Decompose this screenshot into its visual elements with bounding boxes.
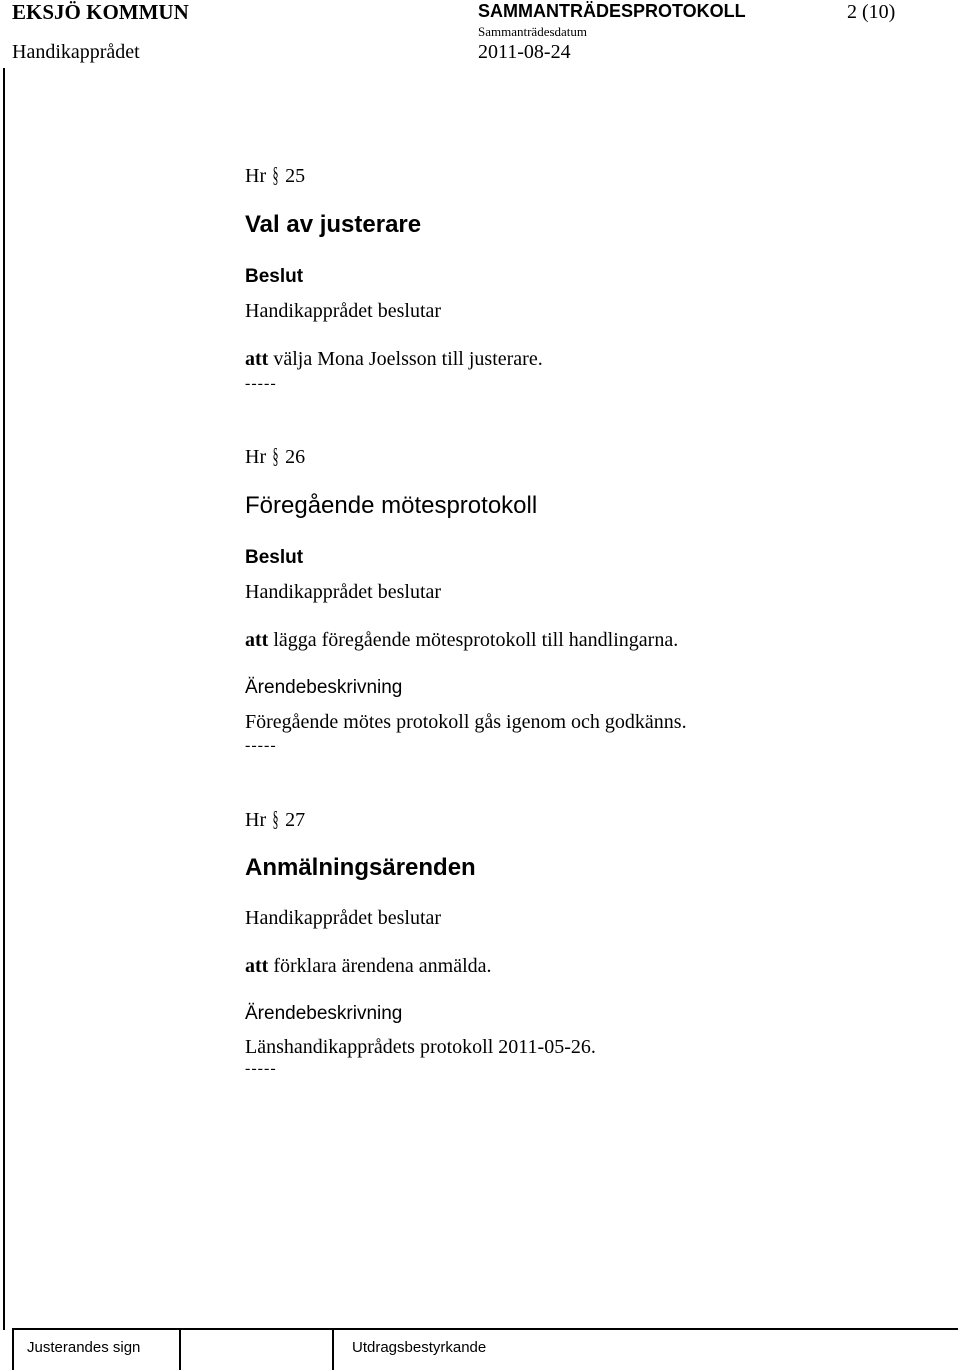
description-text: Länshandikapprådets protokoll 2011-05-26. bbox=[245, 1036, 596, 1058]
organization-name: EKSJÖ KOMMUN bbox=[12, 0, 189, 24]
decision-label: Beslut bbox=[245, 266, 304, 287]
paragraph-number: Hr § 27 bbox=[245, 806, 306, 831]
decision-intro: Handikapprådet beslutar bbox=[245, 581, 442, 603]
footer-rule bbox=[12, 1328, 958, 1330]
footer-divider bbox=[12, 1330, 14, 1370]
section-title: Val av justerare bbox=[245, 211, 422, 238]
paragraph-number: Hr § 25 bbox=[245, 162, 306, 187]
section-title: Anmälningsärenden bbox=[245, 854, 476, 881]
decision-text: att förklara ärendena anmälda. bbox=[245, 955, 492, 977]
description-label: Ärendebeskrivning bbox=[245, 677, 403, 698]
justerandes-sign-label: Justerandes sign bbox=[27, 1339, 141, 1356]
section-sign-icon: § bbox=[272, 806, 279, 831]
decision-intro: Handikapprådet beslutar bbox=[245, 907, 442, 929]
page-number: 2 (10) bbox=[847, 1, 896, 23]
meeting-date: 2011-08-24 bbox=[478, 41, 571, 63]
committee-name: Handikapprådet bbox=[12, 41, 140, 63]
footer-divider bbox=[332, 1330, 334, 1370]
description-text: Föregående mötes protokoll gås igenom och godkänns. bbox=[245, 711, 687, 733]
left-margin-rule bbox=[3, 68, 5, 1330]
section-sign-icon: § bbox=[272, 443, 279, 468]
paragraph-number: Hr § 26 bbox=[245, 443, 306, 468]
footer-divider bbox=[179, 1330, 181, 1370]
section-title: Föregående mötesprotokoll bbox=[245, 492, 538, 519]
decision-intro: Handikapprådet beslutar bbox=[245, 300, 442, 322]
meeting-date-label: Sammanträdesdatum bbox=[478, 24, 588, 39]
utdragsbestyrkande-label: Utdragsbestyrkande bbox=[352, 1339, 487, 1356]
description-label: Ärendebeskrivning bbox=[245, 1003, 403, 1024]
section-separator: ----- bbox=[245, 375, 277, 392]
decision-text: att välja Mona Joelsson till justerare. bbox=[245, 348, 543, 370]
section-separator: ----- bbox=[245, 737, 277, 754]
section-separator: ----- bbox=[245, 1060, 277, 1077]
section-sign-icon: § bbox=[272, 162, 279, 187]
decision-text: att lägga föregående mötesprotokoll till handlingarna. bbox=[245, 629, 679, 651]
decision-label: Beslut bbox=[245, 547, 304, 568]
protocol-title: SAMMANTRÄDESPROTOKOLL bbox=[478, 1, 746, 21]
